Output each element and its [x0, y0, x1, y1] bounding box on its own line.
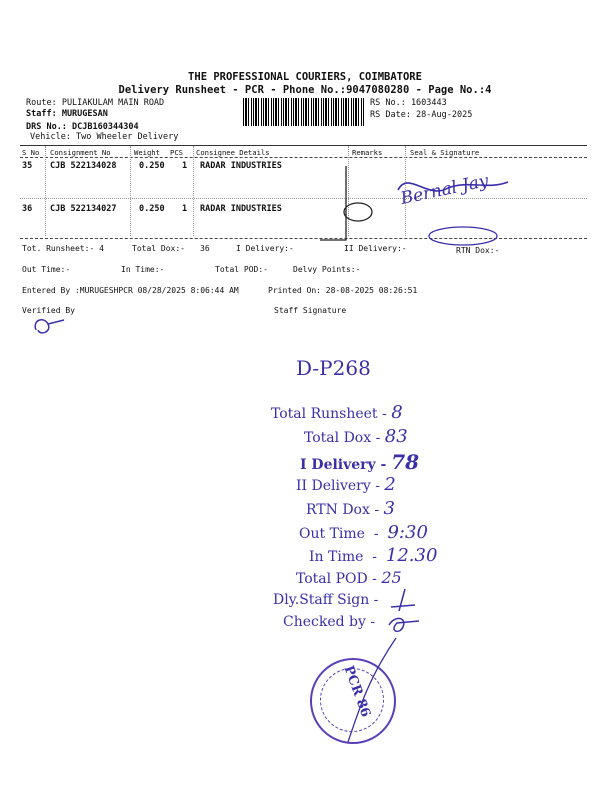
- tot-runsheet: Tot. Runsheet:- 4: [22, 244, 104, 253]
- hw-value: 8: [391, 402, 403, 423]
- barcode-image: [243, 98, 365, 126]
- handwritten-signature: Bernal Jay: [398, 170, 491, 210]
- row-weight: 0.250: [139, 161, 165, 171]
- row-sno: 35: [22, 161, 33, 171]
- in-time-label: In Time:-: [121, 265, 165, 274]
- rs-date: RS Date: 28-Aug-2025: [370, 110, 473, 120]
- stamp-overline: [340, 636, 400, 746]
- row-pcs: 1: [182, 161, 188, 171]
- hw-value: 9:30: [387, 522, 428, 543]
- rtn-dox-label: RTN Dox:-: [456, 246, 500, 255]
- hw-checked-by: Checked by -: [283, 614, 376, 630]
- out-time-label: Out Time:-: [22, 265, 71, 274]
- col-divider: [193, 146, 194, 236]
- hw-label: RTN Dox: [306, 502, 370, 518]
- hw-label: Out Time: [299, 526, 365, 542]
- hw-rtn-dox: RTN Dox - 3: [306, 498, 395, 519]
- hw-total-runsheet: Total Runsheet - 8: [271, 402, 403, 423]
- table-top-rule: [20, 145, 587, 146]
- hw-total-pod: Total POD - 25: [296, 568, 402, 587]
- ii-delivery-label: II Delivery:-: [344, 244, 407, 253]
- handwritten-drs-code: D-P268: [296, 356, 371, 380]
- company-title: THE PROFESSIONAL COURIERS, COIMBATORE: [188, 71, 422, 83]
- verified-signature-scribble: [30, 312, 70, 338]
- row-consignee: RADAR INDUSTRIES: [200, 161, 282, 171]
- route-text: Route: PULIAKULAM MAIN ROAD: [26, 98, 165, 108]
- hw-value: 3: [383, 498, 395, 519]
- total-pod-label: Total POD:-: [215, 265, 268, 274]
- col-seal-signature: Seal & Signature: [410, 148, 480, 157]
- hw-label: In Time: [309, 549, 364, 565]
- total-dox-value: 36: [200, 244, 210, 253]
- staff-signature-label: Staff Signature: [274, 306, 347, 315]
- hw-value: 83: [384, 426, 408, 447]
- col-divider: [45, 146, 46, 236]
- row-consignment: CJB 522134027: [50, 204, 117, 214]
- hw-value: 78: [391, 450, 420, 474]
- row-consignment: CJB 522134028: [50, 161, 117, 171]
- col-remarks: Remarks: [352, 148, 383, 157]
- verified-by-label: Verified By: [22, 306, 75, 315]
- hw-label: Total Dox: [304, 430, 372, 446]
- hw-label: Dly.Staff Sign: [273, 592, 370, 608]
- printed-on: Printed On: 28-08-2025 08:26:51: [268, 286, 418, 295]
- hw-label: Total POD: [296, 571, 368, 587]
- hw-label: Checked by: [283, 614, 366, 630]
- hw-total-dox: Total Dox - 83: [304, 426, 408, 447]
- row-pcs: 1: [182, 204, 188, 214]
- hw-label: I Delivery: [300, 457, 376, 473]
- hw-value: 25: [381, 568, 402, 587]
- hw-label: II Delivery: [296, 478, 371, 494]
- stamp-text: PCR 86: [340, 663, 373, 720]
- col-sno: S No: [22, 148, 40, 157]
- runsheet-subtitle: Delivery Runsheet - PCR - Phone No.:9047080280 - Page No.:4: [118, 84, 492, 96]
- drs-number: DRS No.: DCJB160344304: [26, 122, 139, 132]
- row-sno: 36: [22, 204, 33, 214]
- hw-dly-staff-sign: Dly.Staff Sign -: [273, 592, 379, 608]
- hw-ii-delivery: II Delivery - 2: [296, 474, 396, 495]
- hw-i-delivery: I Delivery - 78: [300, 450, 420, 474]
- delvy-points-label: Delvy Points:-: [293, 265, 361, 274]
- hw-sign-scribbles: [385, 585, 425, 635]
- col-weight: Weight: [134, 148, 160, 157]
- vehicle-text: Vehicle: Two Wheeler Delivery: [30, 132, 179, 142]
- rs-number: RS No.: 1603443: [370, 98, 447, 108]
- col-consignment: Consignment No: [50, 148, 111, 157]
- col-divider: [130, 146, 131, 236]
- hw-value: 2: [384, 474, 396, 495]
- hw-label: Total Runsheet: [271, 406, 378, 422]
- i-delivery-label: I Delivery:-: [236, 244, 294, 253]
- total-dox-label: Total Dox:-: [132, 244, 185, 253]
- col-pcs: PCS: [170, 148, 183, 157]
- row-consignee: RADAR INDUSTRIES: [200, 204, 282, 214]
- row-weight: 0.250: [139, 204, 165, 214]
- hw-out-time: Out Time - 9:30: [299, 522, 428, 543]
- entered-by: Entered By :MURUGESHPCR 08/28/2025 8:06:44 AM: [22, 286, 239, 295]
- staff-text: Staff: MURUGESAN: [26, 109, 108, 119]
- hw-in-time: In Time - 12.30: [309, 545, 438, 566]
- hw-value: 12.30: [385, 545, 438, 566]
- col-consignee: Consignee Details: [196, 148, 270, 157]
- table-header-rule: [20, 157, 587, 158]
